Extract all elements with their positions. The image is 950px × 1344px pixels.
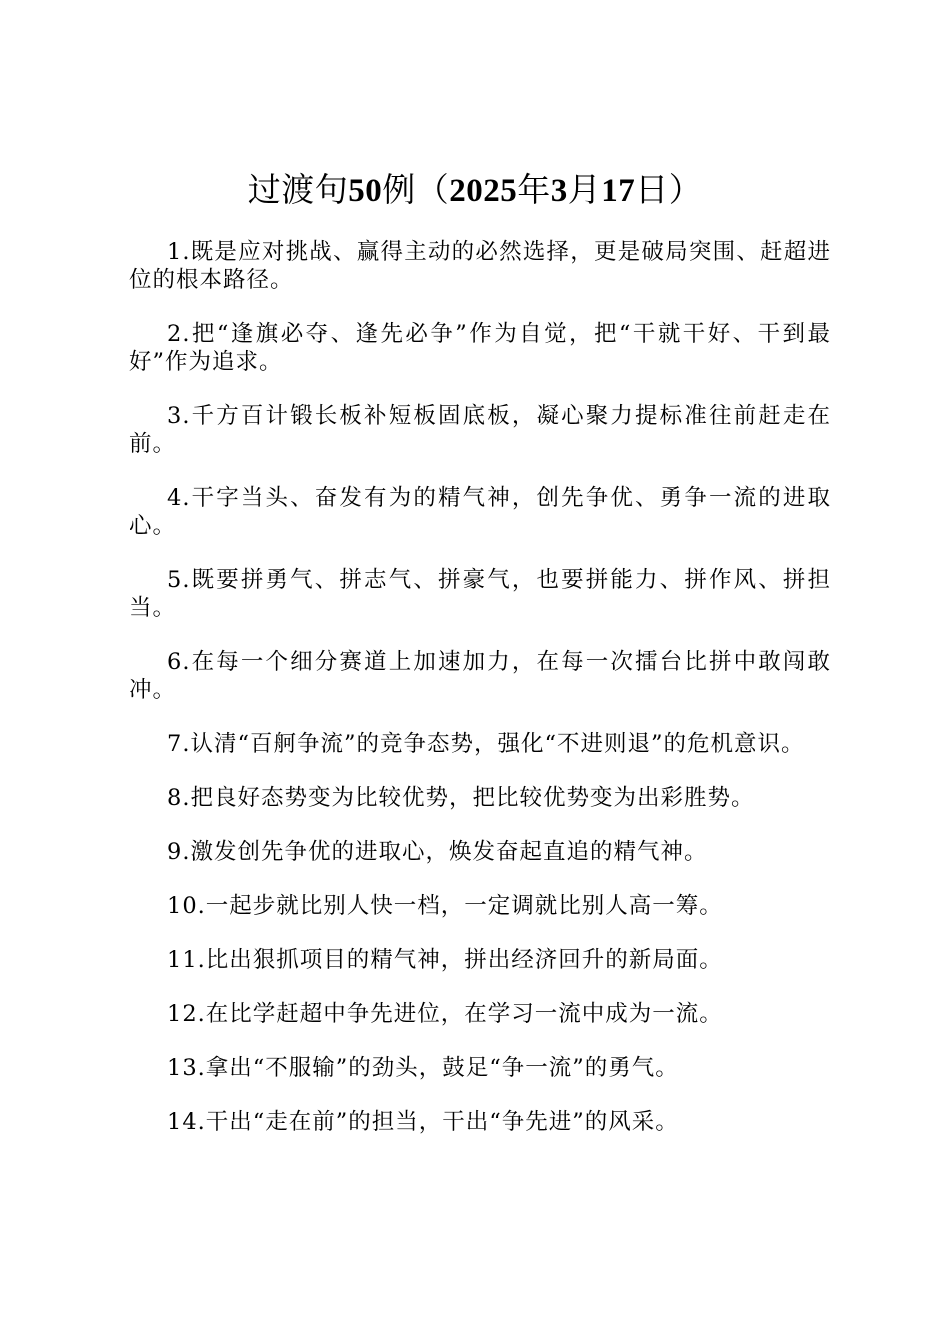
document-title — [0, 166, 950, 215]
paragraph: 12.在比学赶超中争先进位，在学习一流中成为一流。 — [167, 1001, 723, 1027]
title-part: 50 — [348, 173, 383, 209]
paragraph: 1.既是应对挑战、赢得主动的必然选择，更是破局突围、赶超进位的根本路径。 — [129, 239, 831, 293]
title-part: 过渡句 — [247, 170, 349, 209]
title-part: 日） — [635, 170, 703, 209]
title-part: 例（ — [382, 170, 450, 209]
paragraph: 11.比出狠抓项目的精气神，拼出经济回升的新局面。 — [167, 947, 723, 973]
paragraph: 6.在每一个细分赛道上加速加力，在每一次擂台比拼中敢闯敢冲。 — [129, 649, 831, 703]
paragraph: 9.激发创先争优的进取心，焕发奋起直追的精气神。 — [167, 839, 708, 865]
paragraph: 14.干出“走在前”的担当，干出“争先进”的风采。 — [167, 1109, 679, 1135]
title-part: 年 — [517, 170, 551, 209]
title-part: 月 — [567, 170, 602, 209]
paragraph: 3.千方百计锻长板补短板固底板，凝心聚力提标准往前赶走在前。 — [129, 403, 831, 457]
paragraph: 8.把良好态势变为比较优势，把比较优势变为出彩胜势。 — [167, 785, 755, 811]
title-part: 3 — [550, 173, 568, 209]
title-part: 2025 — [449, 173, 518, 209]
title-part: 17 — [601, 173, 636, 209]
paragraph: 7.认清“百舸争流”的竞争态势，强化“不进则退”的危机意识。 — [167, 731, 805, 757]
document-body — [129, 238, 831, 1162]
paragraph: 13.拿出“不服输”的劲头，鼓足“争一流”的勇气。 — [167, 1055, 679, 1081]
paragraph: 4.干字当头、奋发有为的精气神，创先争优、勇争一流的进取心。 — [129, 485, 831, 539]
paragraph: 5.既要拼勇气、拼志气、拼豪气，也要拼能力、拼作风、拼担当。 — [129, 567, 831, 621]
paragraph: 10.一起步就比别人快一档，一定调就比别人高一筹。 — [167, 893, 723, 919]
paragraph: 2.把“逢旗必夺、逢先必争”作为自觉，把“干就干好、干到最好”作为追求。 — [129, 321, 831, 375]
